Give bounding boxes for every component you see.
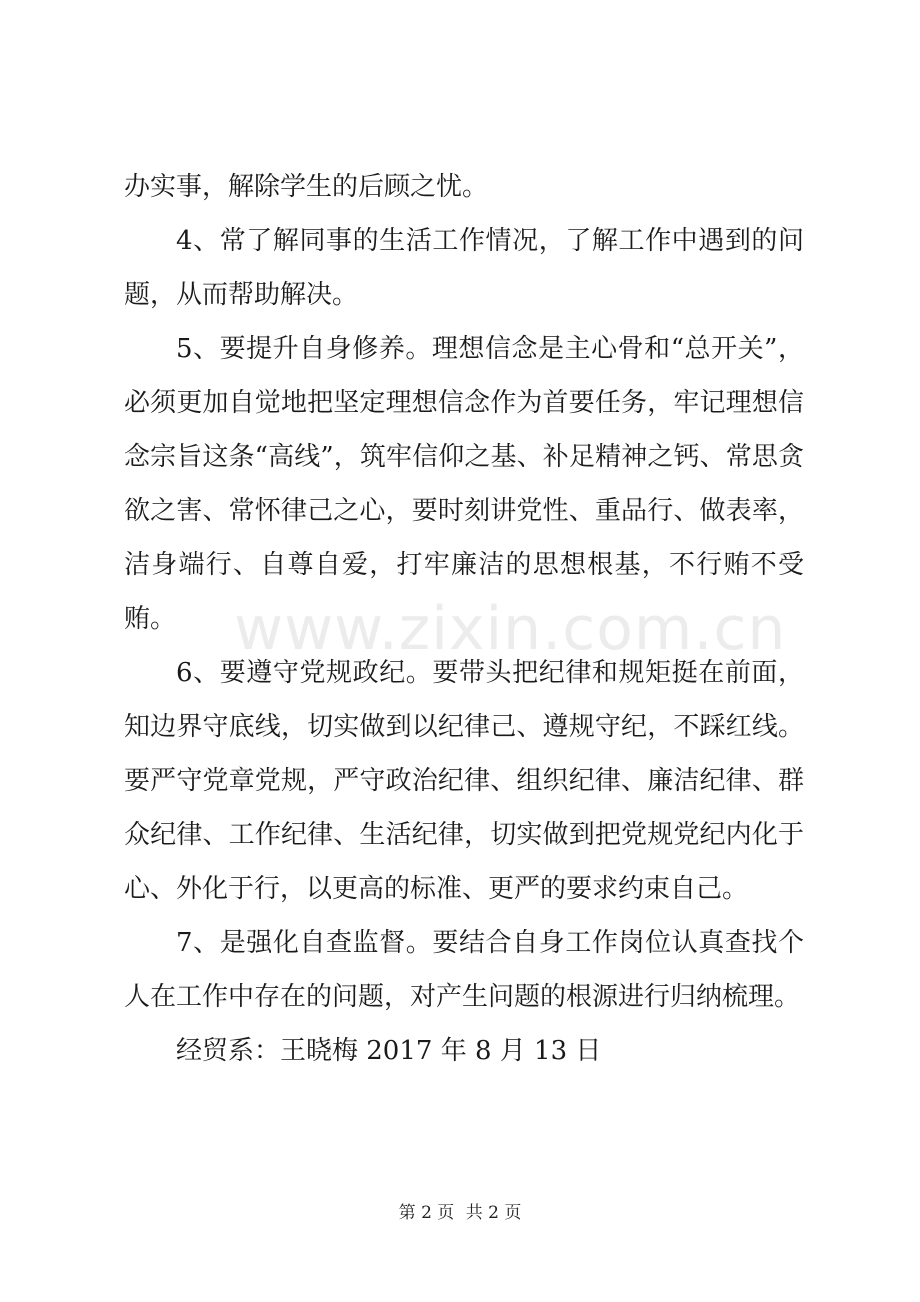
paragraph-item-5: 5、要提升自身修养。理想信念是主心骨和“总开关”，必须更加自觉地把坚定理想信念作为首要任务，牢记理想信念宗旨这条“高线”，筑牢信仰之基、补足精神之钙、常思贪欲之害、常怀律己之心，要时刻讲党性、重品行、做表率，洁身端行、自尊自爱，打牢廉洁的思想根基，不行贿不受贿。	[124, 334, 804, 634]
page-total: 共 2 页	[465, 1203, 522, 1223]
paragraph-item-7: 7、是强化自查监督。要结合自身工作岗位认真查找个人在工作中存在的问题，对产生问题的根源进行归纳梳理。	[124, 928, 804, 1012]
paragraph-item-4: 4、常了解同事的生活工作情况，了解工作中遇到的问题，从而帮助解决。	[124, 226, 804, 310]
signature-line: 经贸系：王晓梅 2017 年 8 月 13 日	[176, 1036, 602, 1066]
page-footer	[0, 1198, 920, 1223]
watermark: www.zixin.com.cn	[234, 594, 787, 664]
page-number: 第 2 页	[398, 1203, 455, 1223]
paragraph-item-6: 6、要遵守党规政纪。要带头把纪律和规矩挺在前面，知边界守底线，切实做到以纪律己、遵规守纪，不踩红线。要严守党章党规，严守政治纪律、组织纪律、廉洁纪律、群众纪律、工作纪律、生活纪律，切实做到把党规党纪内化于心、外化于行，以更高的标准、更严的要求约束自己。	[124, 658, 804, 904]
document-body	[124, 160, 804, 1078]
paragraph-continuation: 办实事，解除学生的后顾之忧。	[124, 172, 489, 202]
